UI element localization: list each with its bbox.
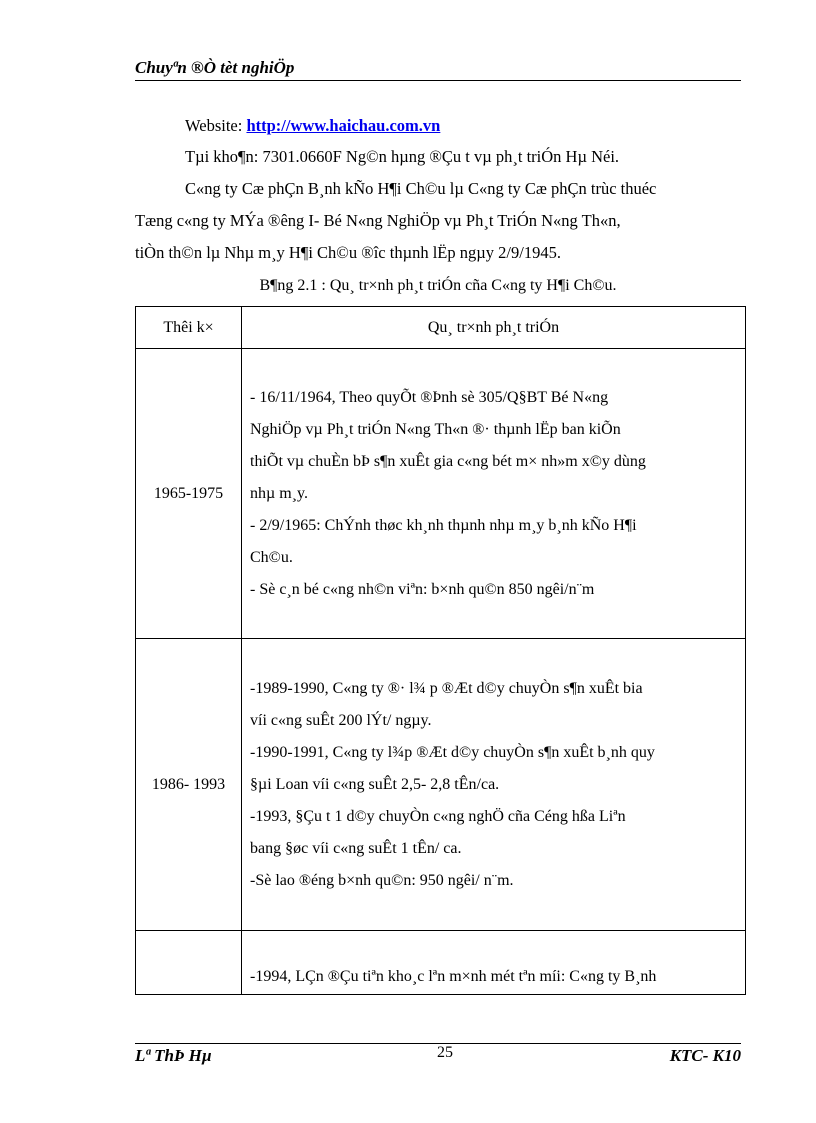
development-timeline-table bbox=[135, 306, 746, 995]
description-cell bbox=[242, 639, 746, 931]
description-line: -1990-1991, C«ng ty l¾p ®Æt d©y chuyÒn s¶n xuÊt b¸nh quy bbox=[250, 743, 655, 761]
page-number: 25 bbox=[437, 1044, 453, 1061]
paragraph-line-1: C«ng ty Cæ phÇn B¸nh kÑo H¶i Ch©u lµ C«ng ty Cæ phÇn trùc thuéc bbox=[185, 179, 657, 198]
table-row bbox=[136, 931, 746, 995]
table-row bbox=[136, 639, 746, 931]
table-caption: B¶ng 2.1 : Qu¸ tr×nh ph¸t triÓn cña C«ng ty H¶i Ch©u. bbox=[259, 277, 617, 294]
description-cell bbox=[242, 349, 746, 639]
description-line: - Sè c¸n bé c«ng nh©n viªn: b×nh qu©n 850 ngêi/n¨m bbox=[250, 580, 595, 598]
period-cell: 1986- 1993 bbox=[136, 639, 242, 931]
header-title: Chuyªn ®Ò tèt nghiÖp bbox=[135, 58, 295, 77]
description-line: NghiÖp vµ Ph¸t triÓn N«ng Th«n ®· thµnh lËp ban kiÕn bbox=[250, 420, 621, 438]
footer-author: Lª ThÞ Hµ bbox=[135, 1046, 212, 1065]
description-line: bang §øc víi c«ng suÊt 1 tÊn/ ca. bbox=[250, 839, 462, 857]
header-period: Thêi k× bbox=[136, 307, 242, 349]
description-line: -1993, §Çu t 1 d©y chuyÒn c«ng nghÖ cña Céng hßa Liªn bbox=[250, 807, 626, 825]
description-line: nhµ m¸y. bbox=[250, 484, 308, 502]
table-row bbox=[136, 349, 746, 639]
description-line: thiÕt vµ chuÈn bÞ s¶n xuÊt gia c«ng bét m× nh»m x©y dùng bbox=[250, 452, 646, 470]
period-cell bbox=[136, 931, 242, 995]
paragraph-line-2: Tæng c«ng ty MÝa ®êng I- Bé N«ng NghiÖp vµ Ph¸t TriÓn N«ng Th«n, bbox=[135, 211, 621, 230]
table-header-row bbox=[136, 307, 746, 349]
website-label: Website: bbox=[185, 116, 247, 135]
account-line: Tµi kho¶n: 7301.0660F Ng©n hµng ®Çu t vµ ph¸t triÓn Hµ Néi. bbox=[185, 147, 620, 166]
description-line: -Sè lao ®éng b×nh qu©n: 950 ngêi/ n¨m. bbox=[250, 871, 514, 889]
description-cell bbox=[242, 931, 746, 995]
website-link[interactable]: http://www.haichau.com.vn bbox=[246, 116, 441, 135]
paragraph-line-3: tiÒn th©n lµ Nhµ m¸y H¶i Ch©u ®îc thµnh lËp ngµy 2/9/1945. bbox=[135, 243, 561, 262]
header-rule bbox=[135, 80, 741, 81]
footer-class-code: KTC- K10 bbox=[669, 1046, 741, 1065]
description-line: -1994, LÇn ®Çu tiªn kho¸c lªn m×nh mét tªn míi: C«ng ty B¸nh bbox=[250, 968, 657, 985]
description-line: - 2/9/1965: ChÝnh thøc kh¸nh thµnh nhµ m¸y b¸nh kÑo H¶i bbox=[250, 516, 637, 534]
website-line bbox=[185, 116, 440, 136]
description-line: víi c«ng suÊt 200 lÝt/ ngµy. bbox=[250, 711, 432, 729]
description-line: §µi Loan víi c«ng suÊt 2,5- 2,8 tÊn/ca. bbox=[250, 775, 500, 793]
description-line: Ch©u. bbox=[250, 548, 293, 566]
description-line: - 16/11/1964, Theo quyÕt ®Þnh sè 305/Q§BT Bé N«ng bbox=[250, 388, 609, 406]
header-description: Qu¸ tr×nh ph¸t triÓn bbox=[242, 307, 746, 349]
period-cell: 1965-1975 bbox=[136, 349, 242, 639]
description-line: -1989-1990, C«ng ty ®· l¾ p ®Æt d©y chuyÒn s¶n xuÊt bia bbox=[250, 679, 643, 697]
